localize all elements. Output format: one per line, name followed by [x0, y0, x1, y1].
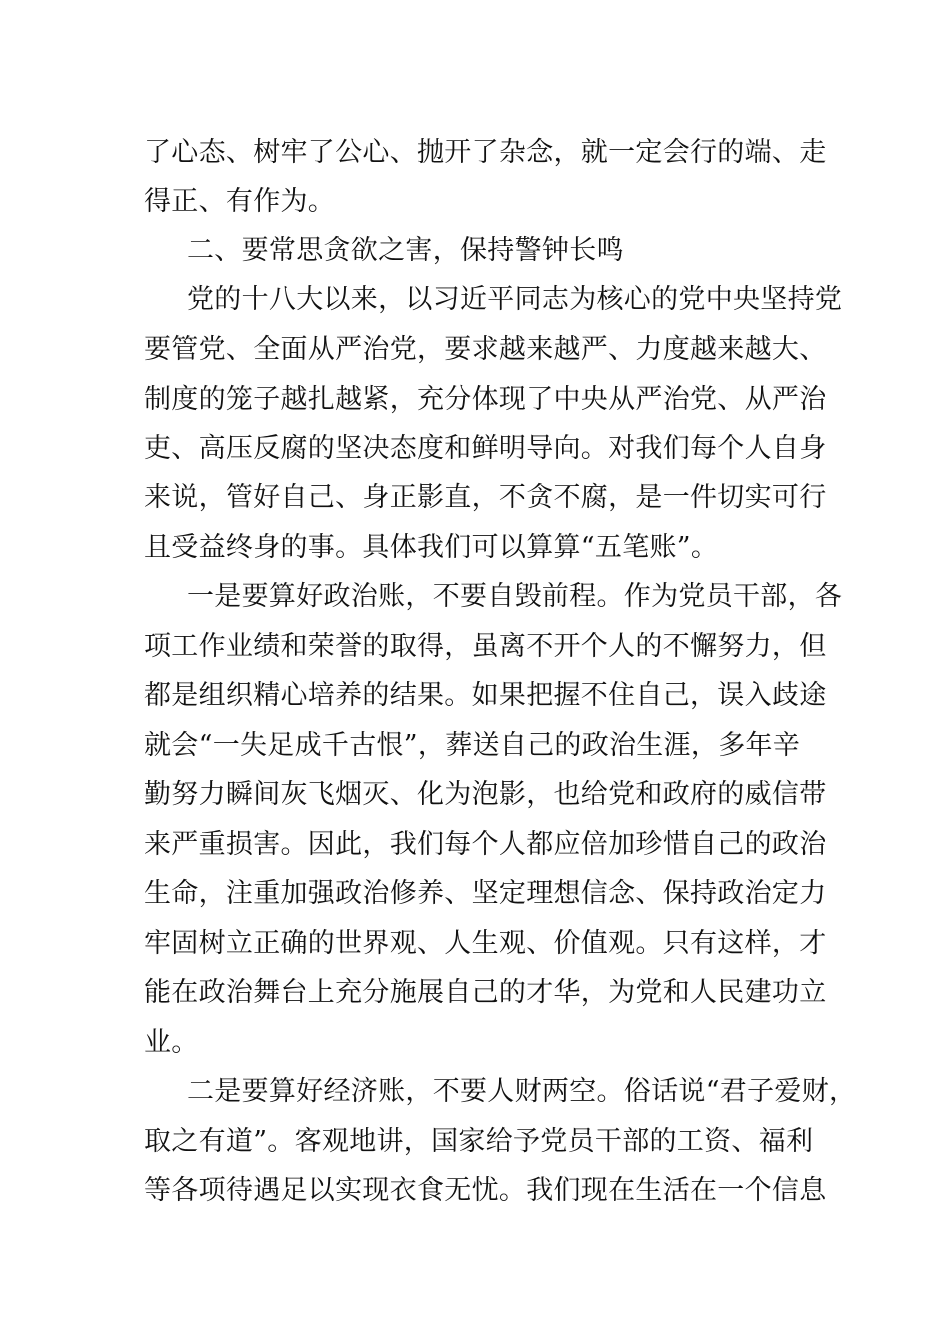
text-line: 都是组织精心培养的结果。如果把握不住自己，误入歧途 — [144, 680, 827, 711]
section-heading: 二、要常思贪欲之害，保持警钟长鸣 — [187, 235, 624, 266]
text-line: 来说，管好自己、身正影直，不贪不腐，是一件切实可行 — [144, 482, 827, 513]
text-line: 等各项待遇足以实现衣食无忧。我们现在生活在一个信息 — [144, 1175, 827, 1206]
text-line: 得正、有作为。 — [144, 186, 336, 217]
text-line: 来严重损害。因此，我们每个人都应倍加珍惜自己的政治 — [144, 829, 827, 860]
text-line: 制度的笼子越扎越紧，充分体现了中央从严治党、从严治 — [144, 384, 827, 415]
text-line: 取之有道”。客观地讲，国家给予党员干部的工资、福利 — [144, 1126, 814, 1157]
text-line: 了心态、树牢了公心、抛开了杂念，就一定会行的端、走 — [144, 137, 827, 168]
text-line: 吏、高压反腐的坚决态度和鲜明导向。对我们每个人自身 — [144, 433, 827, 464]
text-line: 项工作业绩和荣誉的取得，虽离不开个人的不懈努力，但 — [144, 631, 827, 662]
text-line: 生命，注重加强政治修养、坚定理想信念、保持政治定力 — [144, 878, 827, 909]
text-line: 牢固树立正确的世界观、人生观、价值观。只有这样，才 — [144, 928, 827, 959]
text-line: 就会“一失足成千古恨”，葬送自己的政治生涯，多年辛 — [144, 730, 801, 761]
text-line: 且受益终身的事。具体我们可以算算“五笔账”。 — [144, 532, 719, 563]
text-line: 要管党、全面从严治党，要求越来越严、力度越来越大、 — [144, 334, 827, 365]
text-line: 业。 — [144, 1027, 199, 1058]
text-line: 能在政治舞台上充分施展自己的才华，为党和人民建功立 — [144, 977, 827, 1008]
text-line: 二是要算好经济账，不要人财两空。俗话说“君子爱财， — [187, 1076, 857, 1107]
text-line: 勤努力瞬间灰飞烟灭、化为泡影，也给党和政府的威信带 — [144, 779, 827, 810]
text-line: 党的十八大以来，以习近平同志为核心的党中央坚持党 — [187, 284, 843, 315]
text-line: 一是要算好政治账，不要自毁前程。作为党员干部，各 — [187, 581, 843, 612]
